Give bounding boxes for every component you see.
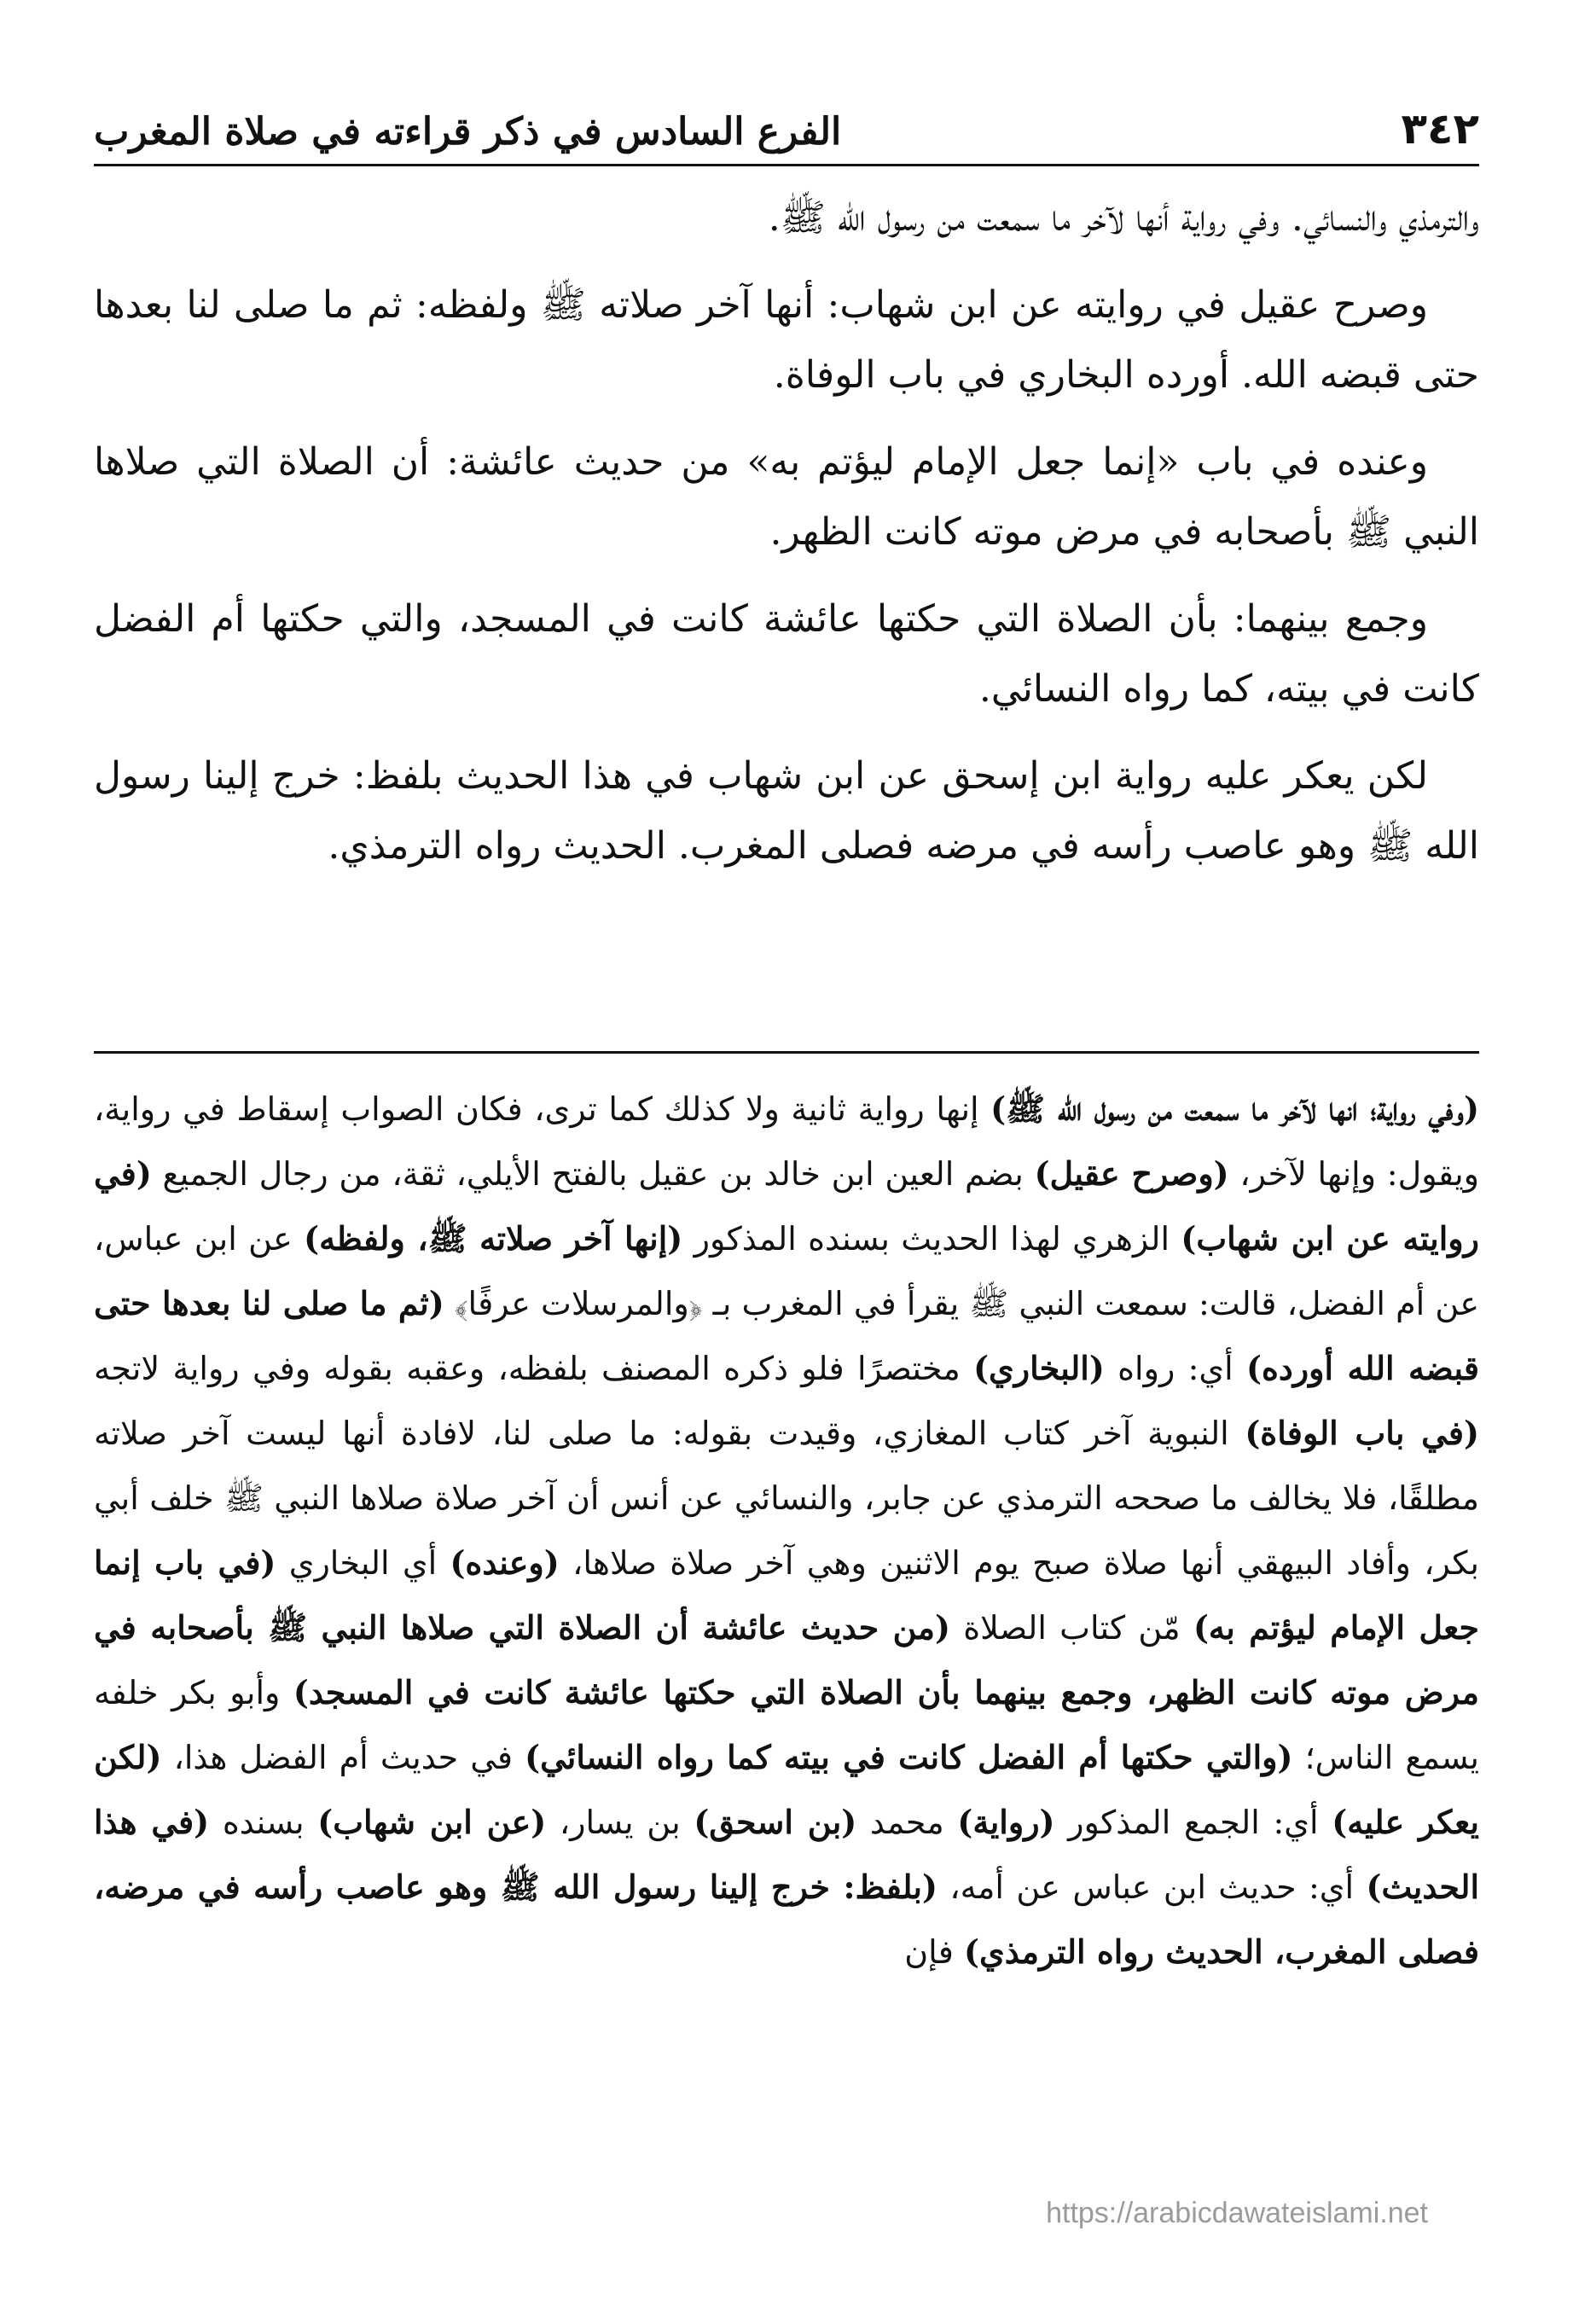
commentary-lemma: (وفي رواية؛ انها لآخر ما سمعت من رسول الله ﷺ)	[990, 1089, 1479, 1128]
main-paragraph: وعنده في باب «إنما جعل الإمام ليؤتم به» من حديث عائشة: أن الصلاة التي صلاها النبي ﷺ بأصحابه في مرض موته كانت الظهر.	[94, 440, 1479, 554]
commentary-explanation: وأبو بكر خلفه يسمع الناس؛	[94, 1674, 1479, 1776]
main-paragraph: وجمع بينهما: بأن الصلاة التي حكتها عائشة كانت في المسجد، والتي حكتها أم الفضل كانت في بيته، كما رواه النسائي.	[94, 597, 1479, 711]
commentary-lemma: (بلفظ: خرج إلينا رسول الله ﷺ وهو عاصب رأسه في مرضه، فصلى المغرب، الحديث رواه الترمذي)	[94, 1868, 1479, 1971]
commentary-lemma: (في باب الوفاة)	[1245, 1414, 1479, 1452]
commentary-explanation: أي: حديث ابن عباس عن أمه،	[937, 1868, 1367, 1906]
running-title: الفرع السادس في ذكر قراءته في صلاة المغرب	[94, 110, 842, 154]
page-header	[94, 85, 1479, 154]
commentary-lemma: (والتي حكتها أم الفضل كانت في بيته كما رواه النسائي)	[525, 1738, 1293, 1776]
main-text	[94, 183, 1479, 898]
commentary-lemma: (بن اسحق)	[694, 1803, 857, 1841]
main-paragraph: وصرح عقيل في روايته عن ابن شهاب: أنها آخر صلاته ﷺ ولفظه: ثم ما صلى لنا بعدها حتى قبضه الله. أورده البخاري في باب الوفاة.	[94, 283, 1479, 397]
commentary-lemma: (في هذا الحديث)	[94, 1803, 1479, 1906]
commentary-paragraph	[94, 1077, 1479, 1984]
commentary	[94, 1077, 1479, 1984]
commentary-explanation: عن ابن عباس، عن أم الفضل، قالت: سمعت النبي ﷺ يقرأ في المغرب بـ ﴿والمرسلات عرفًا﴾	[94, 1220, 1479, 1322]
commentary-explanation: مّن كتاب الصلاة	[949, 1609, 1193, 1647]
footnote-divider	[94, 1051, 1479, 1054]
commentary-explanation: أي: الجمع المذكور	[1054, 1804, 1332, 1841]
commentary-explanation: أي: رواه	[1104, 1350, 1246, 1387]
commentary-explanation: بسنده	[209, 1804, 318, 1841]
commentary-lemma: (من حديث عائشة أن الصلاة التي صلاها النبي ﷺ بأصحابه في مرض موته كانت الظهر، وجمع بينهما بأن الصلاة التي حكتها عائشة كانت في المسجد)	[94, 1608, 1480, 1711]
commentary-explanation: بضم العين ابن خالد بن عقيل بالفتح الأيلي، ثقة، من رجال الجميع	[151, 1155, 1035, 1193]
commentary-explanation: أي البخاري	[276, 1544, 450, 1582]
commentary-explanation: النبوية آخر كتاب المغازي، وقيدت بقوله: ما صلى لنا، لافادة أنها ليست آخر صلاته مطلقًا، فلا يخالف ما صححه الترمذي عن جابر، والنسائي عن أنس أن آخر صلاة صلاها النبي ﷺ خلف أبي بكر، وأفاد البيهقي أنها صلاة صبح يوم الاثنين وهي آخر صلاة صلاها،	[94, 1415, 1479, 1582]
commentary-lemma: (عن ابن شهاب)	[317, 1803, 547, 1841]
commentary-lemma: (لكن يعكر عليه)	[94, 1738, 1479, 1841]
main-paragraph: والترمذي والنسائي. وفي رواية أنها لآخر ما سمعت من رسول الله ﷺ.	[768, 196, 1479, 240]
commentary-lemma: (في باب إنما جعل الإمام ليؤتم به)	[94, 1543, 1479, 1647]
commentary-lemma: (البخاري)	[973, 1349, 1105, 1387]
commentary-lemma: (إنها آخر صلاته ﷺ، ولفظه)	[304, 1219, 683, 1258]
commentary-explanation: إنها رواية ثانية ولا كذلك كما ترى، فكان الصواب إسقاط في رواية، ويقول: وإنها لآخر،	[94, 1090, 1479, 1193]
main-paragraph: لكن يعكر عليه رواية ابن إسحق عن ابن شهاب في هذا الحديث بلفظ: خرج إلينا رسول الله ﷺ وهو عاصب رأسه في مرضه فصلى المغرب. الحديث رواه الترمذي.	[94, 754, 1479, 868]
commentary-lemma: (وصرح عقيل)	[1034, 1154, 1229, 1193]
commentary-explanation: في حديث أم الفضل هذا،	[161, 1739, 525, 1776]
commentary-explanation: محمد	[856, 1804, 958, 1841]
commentary-lemma: (وعنده)	[450, 1543, 560, 1582]
page-number: ٣٤٢	[1401, 104, 1479, 154]
watermark-url: https://arabicdawateislami.net	[1046, 2197, 1428, 2229]
commentary-explanation: مختصرًا فلو ذكره المصنف بلفظه، وعقبه بقوله وفي رواية لاتجه	[94, 1350, 974, 1387]
commentary-explanation: فإن	[904, 1933, 964, 1971]
commentary-lemma: (رواية)	[957, 1803, 1055, 1841]
commentary-lemma: (في روايته عن ابن شهاب)	[94, 1154, 1479, 1258]
commentary-explanation: الزهري لهذا الحديث بسنده المذكور	[682, 1220, 1181, 1258]
header-rule	[94, 164, 1479, 166]
commentary-explanation: بن يسار،	[546, 1804, 694, 1841]
commentary-lemma: (ثم ما صلى لنا بعدها حتى قبضه الله أورده)	[94, 1284, 1480, 1387]
